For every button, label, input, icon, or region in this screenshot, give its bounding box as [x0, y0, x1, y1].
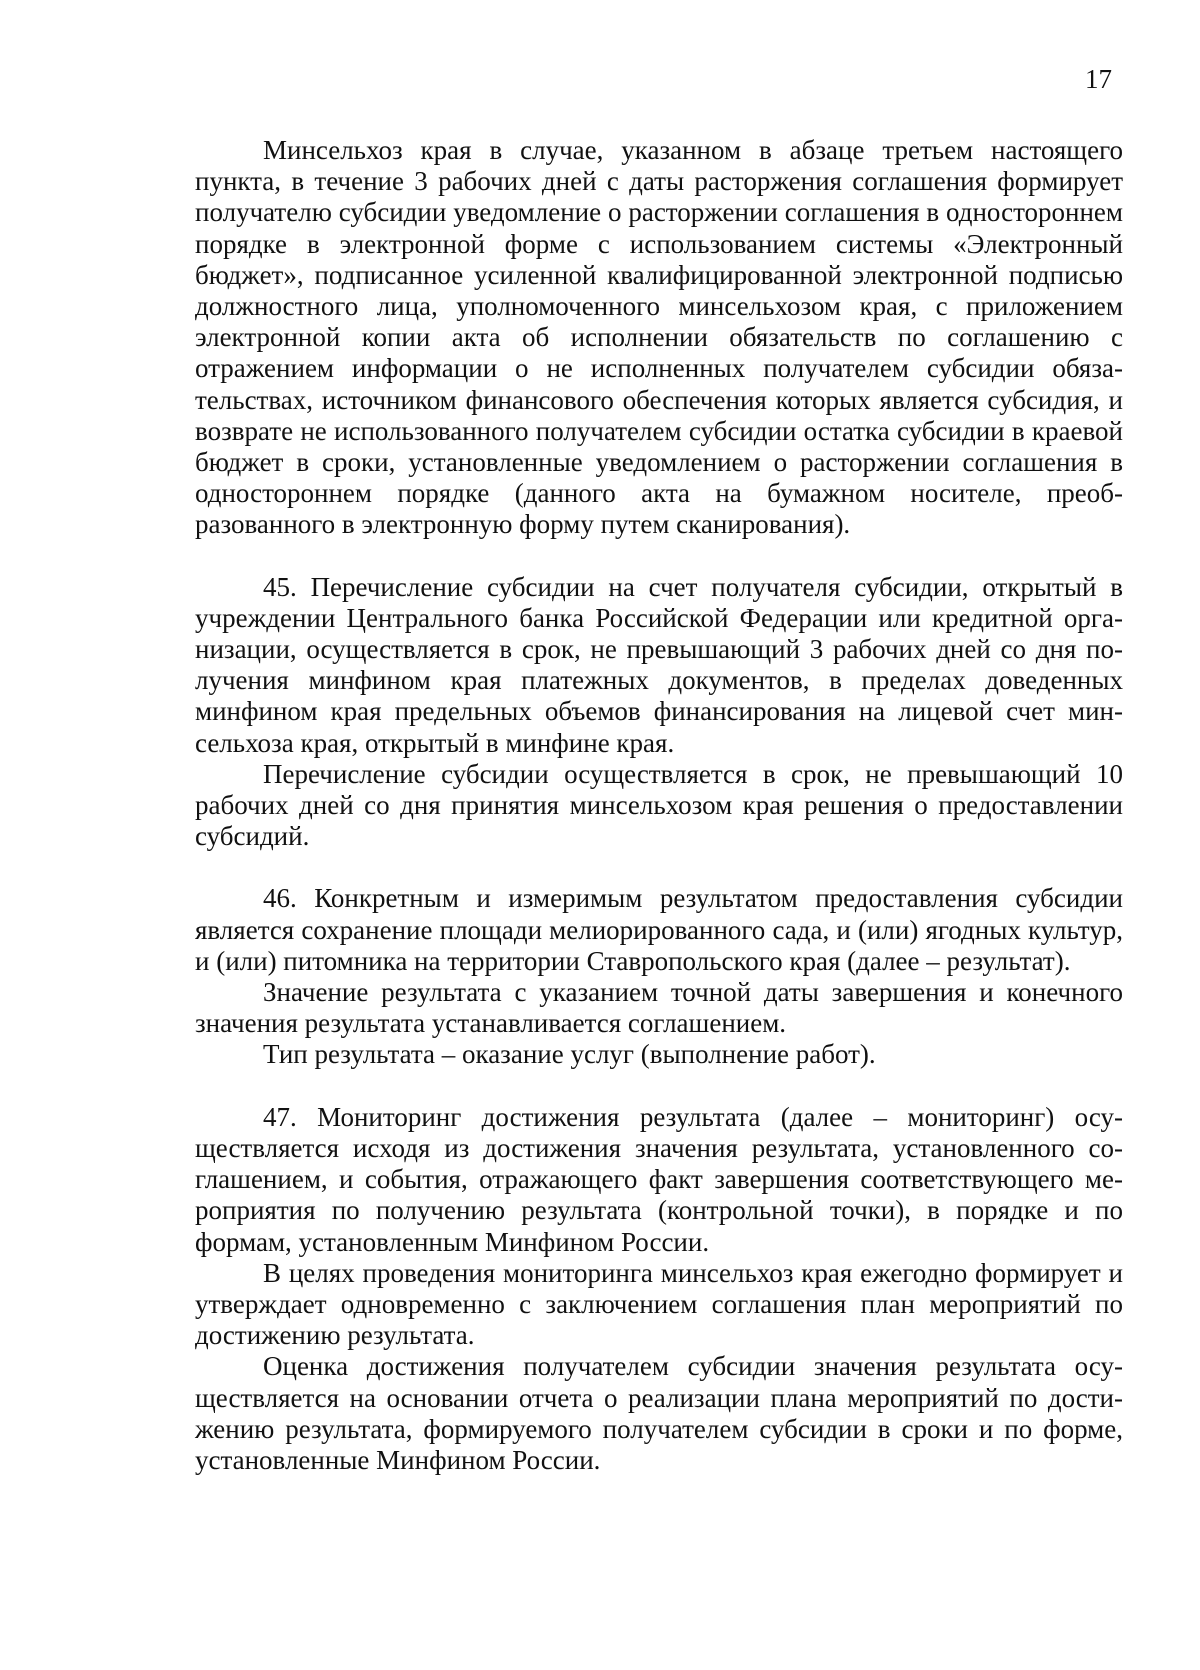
paragraph: 45. Перечисление субсидии на счет получателя субсидии, открытый в учреждении Центрального банка Российской Федерации или кредитной организации, осуществляется в срок, не превышающий 3 рабочих дней со дня получения минфином края платежных документов, в пределах доведенных минфином края предельных объемов финансирования на лицевой счет минсельхоза края, открытый в минфине края. [195, 571, 1123, 758]
page-number: 17 [1085, 64, 1112, 94]
paragraph: Оценка достижения получателем субсидии значения результата осуществляется на основании отчета о реализации плана мероприятий по достижению результата, формируемого получателем субсидии в сроки и по форме, установленные Минфином России. [195, 1351, 1123, 1475]
paragraph: В целях проведения мониторинга минсельхоз края ежегодно формирует и утверждает одновременно с заключением соглашения план мероприятий по достижению результата. [195, 1257, 1123, 1351]
section-46 [195, 883, 1123, 1070]
document-body [195, 135, 1123, 1476]
section-intro [195, 135, 1123, 541]
paragraph: 47. Мониторинг достижения результата (далее – мониторинг) осуществляется исходя из достижения значения результата, установленного соглашением, и события, отражающего факт завершения соответствующего мероприятия по получению результата (контрольной точки), в порядке и по формам, установленным Минфином России. [195, 1101, 1123, 1257]
paragraph: Тип результата – оказание услуг (выполнение работ). [263, 1039, 876, 1070]
section-45 [195, 572, 1123, 853]
paragraph: 46. Конкретным и измеримым результатом предоставления субсидии является сохранение площади мелиорированного сада, и (или) ягодных культур, и (или) питомника на территории Ставропольского края (далее – результат). [195, 883, 1123, 976]
paragraph: Перечисление субсидии осуществляется в срок, не превышающий 10 рабочих дней со дня принятия минсельхозом края решения о предоставлении субсидий. [195, 758, 1123, 852]
paragraph: Минсельхоз края в случае, указанном в абзаце третьем настоящего пункта, в течение 3 рабочих дней с даты расторжения соглашения формирует получателю субсидии уведомление о расторжении соглашения в одностороннем порядке в электронной форме с использованием системы «Электронный бюджет», подписанное усиленной квалифицированной электронной подписью должностного лица, уполномоченного минсельхозом края, с приложением электронной копии акта об исполнении обязательств по соглашению с отражением информации о не исполненных получателем субсидии обязательствах, источником финансового обеспечения которых является субсидия, и возврате не использованного получателем субсидии остатка субсидии в краевой бюджет в сроки, установленные уведомлением о расторжении соглашения в одностороннем порядке (данного акта на бумажном носителе, преобразованного в электронную форму путем сканирования). [195, 135, 1123, 540]
section-47 [195, 1102, 1123, 1476]
paragraph: Значение результата с указанием точной даты завершения и конечного значения результата устанавливается соглашением. [195, 977, 1123, 1039]
